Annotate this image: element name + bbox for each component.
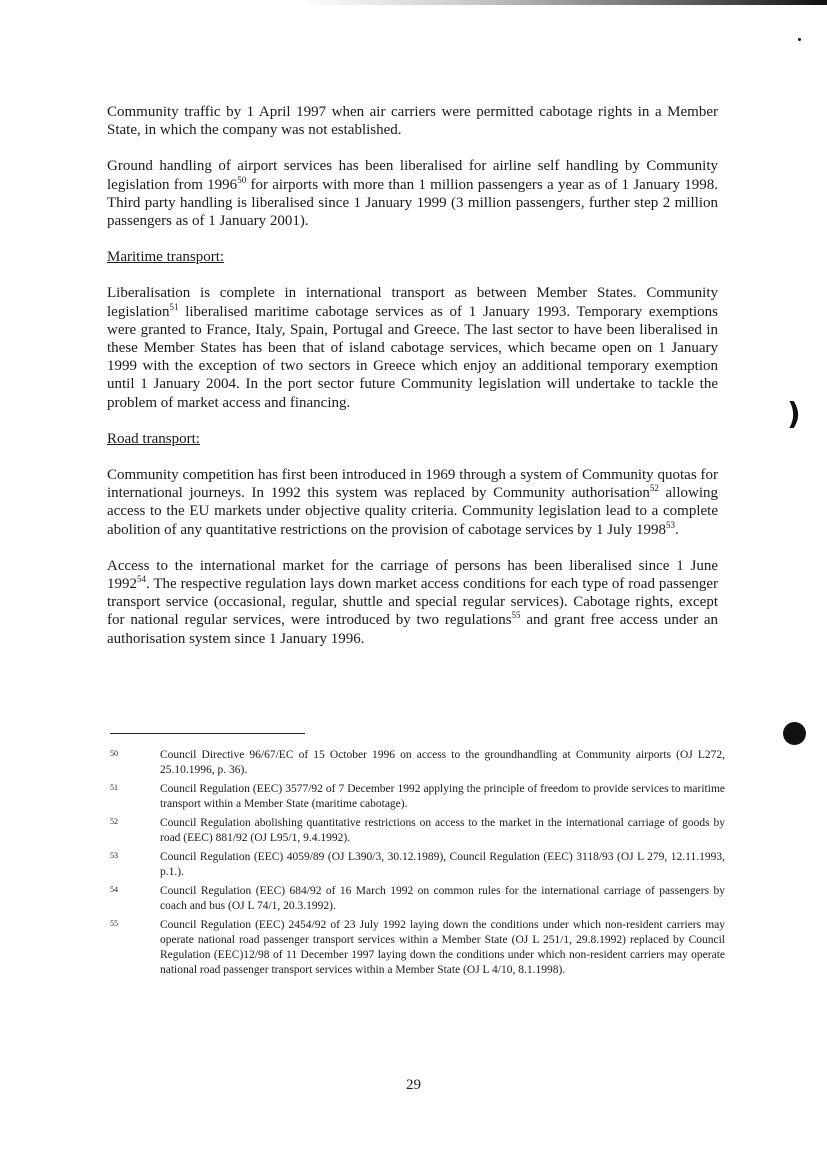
footnote-ref: 52: [649, 483, 659, 494]
section-heading-road: Road transport:: [107, 430, 200, 447]
paragraph: [107, 466, 718, 539]
paragraph-text: .: [675, 521, 679, 538]
paragraph-text: for airports with more than 1 million passengers a year as of 1 January 1998. Third party handling is liberalised since 1 January 1999 (3 million passengers, further step 2 million passengers as of 1 January 2001).: [107, 176, 718, 230]
page-number: 29: [406, 1077, 421, 1093]
paragraph-text: liberalised maritime cabotage services as of 1 January 1993. Temporary exemptions were granted to France, Italy, Spain, Portugal and Greece. The last sector to have been liberalised in these Member States has been that of island cabotage services, which became open on 1 January 1999 with the exception of two sectors in Greece which enjoy an additional temporary exemption until 1 January 2004. In the port sector future Community legislation will undertake to tackle the problem of market access and financing.: [107, 303, 718, 411]
footnote-separator: [110, 733, 305, 734]
footnote-number: 50: [110, 749, 118, 758]
document-body: [107, 103, 718, 666]
paragraph-text: allowing access to the EU markets under objective quality criteria. Community legislation lead to a complete abolition of any quantitative restrictions on the provision of cabotage services by 1 July 1998: [107, 485, 718, 538]
footnote-ref: 50: [237, 174, 247, 185]
hole-punch-mark: [783, 722, 806, 745]
scan-speck: [798, 38, 801, 41]
footnote-ref: 53: [666, 519, 676, 530]
paragraph-text: and grant free access under an authorisation system since 1 January 1996.: [107, 612, 718, 647]
footnote: [110, 850, 725, 880]
footnote: [110, 782, 725, 812]
scan-bracket-mark: ): [787, 397, 801, 432]
footnotes: [110, 748, 725, 982]
footnote-ref: 51: [169, 301, 179, 312]
paragraph-text: Community competition has first been introduced in 1969 through a system of Community quotas for international journeys. In 1992 this system was replaced by Community authorisation: [107, 467, 718, 502]
footnote-number: 52: [110, 817, 118, 826]
footnote-text: Council Regulation (EEC) 4059/89 (OJ L390/3, 30.12.1989), Council Regulation (EEC) 3118/93 (OJ L 279, 12.11.1993, p.1.).: [160, 851, 725, 878]
paragraph-text: Ground handling of airport services has been liberalised for airline self handling by Community legislation from 1996: [107, 158, 718, 193]
paragraph: [107, 103, 718, 139]
paragraph: [107, 284, 718, 411]
footnote-ref: 54: [137, 574, 146, 585]
section-heading-maritime: Maritime transport:: [107, 249, 225, 266]
paragraph: [107, 157, 718, 230]
footnote: [110, 816, 725, 846]
footnote: [110, 884, 725, 914]
footnote-number: 55: [110, 919, 118, 928]
footnote-text: Council Regulation (EEC) 684/92 of 16 March 1992 on common rules for the international carriage of passengers by coach and bus (OJ L 74/1, 20.3.1992).: [160, 885, 725, 912]
paragraph: [107, 557, 718, 648]
footnote-text: Council Regulation (EEC) 2454/92 of 23 July 1992 laying down the conditions under which non-resident carriers may operate national road passenger transport services within a Member State (OJ L 251/1, 29.8.1992) replaced by Council Regulation (EEC)12/98 of 11 December 1997 laying down the conditions under which non-resident carriers may operate national road passenger transport services within a Member State (OJ L 4/10, 8.1.1998).: [160, 919, 725, 976]
paragraph-text: Access to the international market for the carriage of persons has been liberalised since 1 June 1992: [107, 557, 718, 593]
paragraph-text: Liberalisation is complete in international transport as between Member States. Community legislation: [107, 285, 718, 320]
footnote: [110, 748, 725, 778]
footnote-number: 53: [110, 851, 118, 860]
footnote-number: 54: [110, 885, 118, 894]
paragraph-text: . The respective regulation lays down market access conditions for each type of road passenger transport service (occasional, regular, shuttle and special regular services). Cabotage rights, except for national regular services, were introduced by two regulations: [107, 576, 718, 629]
footnote: [110, 918, 725, 978]
footnote-ref: 55: [511, 610, 521, 621]
footnote-text: Council Directive 96/67/EC of 15 October 1996 on access to the groundhandling at Community airports (OJ L272, 25.10.1996, p. 36).: [160, 749, 725, 776]
paragraph-text: Community traffic by 1 April 1997 when air carriers were permitted cabotage rights in a Member State, in which the company was not established.: [107, 104, 718, 139]
footnote-text: Council Regulation (EEC) 3577/92 of 7 December 1992 applying the principle of freedom to provide services to maritime transport within a Member State (maritime cabotage).: [160, 783, 725, 810]
footnote-number: 51: [110, 783, 118, 792]
scan-top-edge: [300, 0, 827, 5]
footnote-text: Council Regulation abolishing quantitative restrictions on access to the market in the international carriage of goods by road (EEC) 881/92 (OJ L95/1, 9.4.1992).: [160, 817, 725, 844]
